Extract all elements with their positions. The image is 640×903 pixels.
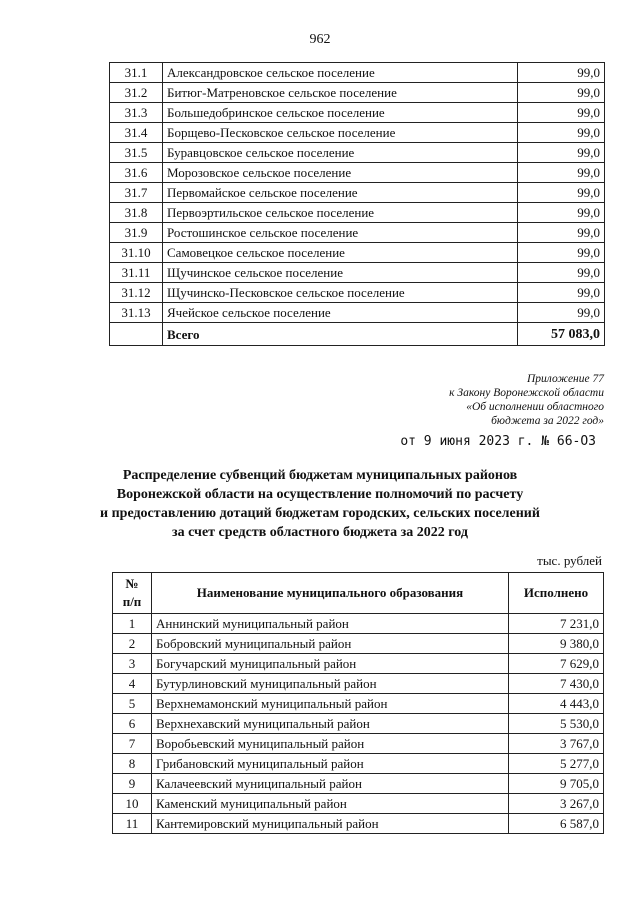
row-value: 99,0: [518, 263, 605, 283]
row-value: 99,0: [518, 103, 605, 123]
row-value: 7 430,0: [509, 674, 604, 694]
title-line: Распределение субвенций бюджетам муниципальных районов: [122, 468, 518, 483]
appendix-note: [449, 372, 604, 428]
page-number: 962: [309, 32, 331, 47]
table-row: [113, 734, 604, 754]
row-value: 6 587,0: [509, 814, 604, 834]
row-number: 1: [113, 614, 152, 634]
row-value: 99,0: [518, 283, 605, 303]
row-number: 31.4: [110, 123, 163, 143]
row-value: 99,0: [518, 123, 605, 143]
row-number: 3: [113, 654, 152, 674]
row-number: 7: [113, 734, 152, 754]
row-value: 99,0: [518, 63, 605, 83]
row-value: 5 530,0: [509, 714, 604, 734]
header-number-line: №: [125, 576, 139, 591]
districts-table: [112, 572, 604, 834]
row-number: 9: [113, 774, 152, 794]
table-row: [110, 63, 605, 83]
header-row: [113, 573, 604, 614]
appendix-line: Приложение 77: [526, 373, 604, 385]
row-value: 3 267,0: [509, 794, 604, 814]
row-number: 5: [113, 694, 152, 714]
row-number: 4: [113, 674, 152, 694]
row-name: Калачеевский муниципальный район: [152, 774, 509, 794]
table-row: [113, 674, 604, 694]
row-name: Битюг-Матреновское сельское поселение: [163, 83, 518, 103]
row-number: 31.12: [110, 283, 163, 303]
table-row: [110, 263, 605, 283]
table-row: [110, 203, 605, 223]
row-name: Борщево-Песковское сельское поселение: [163, 123, 518, 143]
row-name: Большедобринское сельское поселение: [163, 103, 518, 123]
row-name: Богучарский муниципальный район: [152, 654, 509, 674]
row-name: Первомайское сельское поселение: [163, 183, 518, 203]
settlements-table-body: [110, 63, 605, 346]
header-value: Исполнено: [509, 573, 604, 614]
row-value: 99,0: [518, 223, 605, 243]
title-line: и предоставлению дотаций бюджетам городских, сельских поселений: [100, 506, 540, 521]
row-value: 99,0: [518, 183, 605, 203]
table-row: [110, 103, 605, 123]
row-name: Кантемировский муниципальный район: [152, 814, 509, 834]
total-label: Всего: [163, 323, 518, 346]
row-value: 99,0: [518, 143, 605, 163]
table-row: [110, 243, 605, 263]
row-value: 3 767,0: [509, 734, 604, 754]
table-row: [113, 694, 604, 714]
row-name: Каменский муниципальный район: [152, 794, 509, 814]
row-name: Воробьевский муниципальный район: [152, 734, 509, 754]
row-number: 31.13: [110, 303, 163, 323]
row-name: Бобровский муниципальный район: [152, 634, 509, 654]
row-number: 8: [113, 754, 152, 774]
row-name: Верхнемамонский муниципальный район: [152, 694, 509, 714]
appendix-line: «Об исполнении областного: [466, 401, 604, 413]
row-number: 6: [113, 714, 152, 734]
districts-table-body: [113, 614, 604, 834]
law-date-stamp: от 9 июня 2023 г. № 66-ОЗ: [400, 434, 596, 449]
appendix-line: к Закону Воронежской области: [449, 387, 604, 399]
settlements-table: [109, 62, 605, 346]
row-value: 9 380,0: [509, 634, 604, 654]
row-name: Морозовское сельское поселение: [163, 163, 518, 183]
row-name: Самовецкое сельское поселение: [163, 243, 518, 263]
table-row: [113, 754, 604, 774]
row-number: 31.10: [110, 243, 163, 263]
table-row: [110, 143, 605, 163]
row-number: 31.11: [110, 263, 163, 283]
table-row: [113, 634, 604, 654]
row-number: 31.1: [110, 63, 163, 83]
row-name: Первоэртильское сельское поселение: [163, 203, 518, 223]
row-name: Ростошинское сельское поселение: [163, 223, 518, 243]
title-line: Воронежской области на осуществление полномочий по расчету: [116, 487, 524, 502]
table-row: [113, 814, 604, 834]
row-value: 99,0: [518, 163, 605, 183]
row-number: 2: [113, 634, 152, 654]
row-name: Ячейское сельское поселение: [163, 303, 518, 323]
row-name: Щучинское сельское поселение: [163, 263, 518, 283]
total-number-cell: [110, 323, 163, 346]
header-number: [113, 573, 152, 614]
table-row: [110, 223, 605, 243]
table-row: [113, 654, 604, 674]
table-row: [110, 123, 605, 143]
table-row: [110, 303, 605, 323]
row-number: 31.9: [110, 223, 163, 243]
row-number: 31.2: [110, 83, 163, 103]
row-value: 99,0: [518, 303, 605, 323]
row-number: 31.5: [110, 143, 163, 163]
table-row: [113, 614, 604, 634]
table-row: [113, 714, 604, 734]
row-value: 99,0: [518, 203, 605, 223]
row-name: Аннинский муниципальный район: [152, 614, 509, 634]
row-number: 31.8: [110, 203, 163, 223]
header-name: Наименование муниципального образования: [152, 573, 509, 614]
title-line: за счет средств областного бюджета за 2022 год: [171, 525, 468, 540]
total-value: 57 083,0: [518, 323, 605, 346]
table-row: [113, 774, 604, 794]
table-row: [110, 163, 605, 183]
row-name: Александровское сельское поселение: [163, 63, 518, 83]
row-number: 31.7: [110, 183, 163, 203]
document-title: [60, 466, 580, 542]
table-row: [110, 283, 605, 303]
row-value: 9 705,0: [509, 774, 604, 794]
table-row: [113, 794, 604, 814]
row-name: Щучинско-Песковское сельское поселение: [163, 283, 518, 303]
row-value: 7 231,0: [509, 614, 604, 634]
appendix-line: бюджета за 2022 год»: [491, 415, 604, 427]
row-value: 4 443,0: [509, 694, 604, 714]
row-name: Буравцовское сельское поселение: [163, 143, 518, 163]
row-value: 5 277,0: [509, 754, 604, 774]
row-value: 99,0: [518, 83, 605, 103]
row-number: 10: [113, 794, 152, 814]
row-name: Грибановский муниципальный район: [152, 754, 509, 774]
table-row: [110, 83, 605, 103]
table-row: [110, 183, 605, 203]
row-number: 31.6: [110, 163, 163, 183]
header-number-line: п/п: [122, 594, 142, 609]
total-row: [110, 323, 605, 346]
row-value: 7 629,0: [509, 654, 604, 674]
row-name: Бутурлиновский муниципальный район: [152, 674, 509, 694]
row-value: 99,0: [518, 243, 605, 263]
row-number: 31.3: [110, 103, 163, 123]
unit-label: тыс. рублей: [537, 553, 602, 568]
districts-table-head: [113, 573, 604, 614]
row-name: Верхнехавский муниципальный район: [152, 714, 509, 734]
row-number: 11: [113, 814, 152, 834]
